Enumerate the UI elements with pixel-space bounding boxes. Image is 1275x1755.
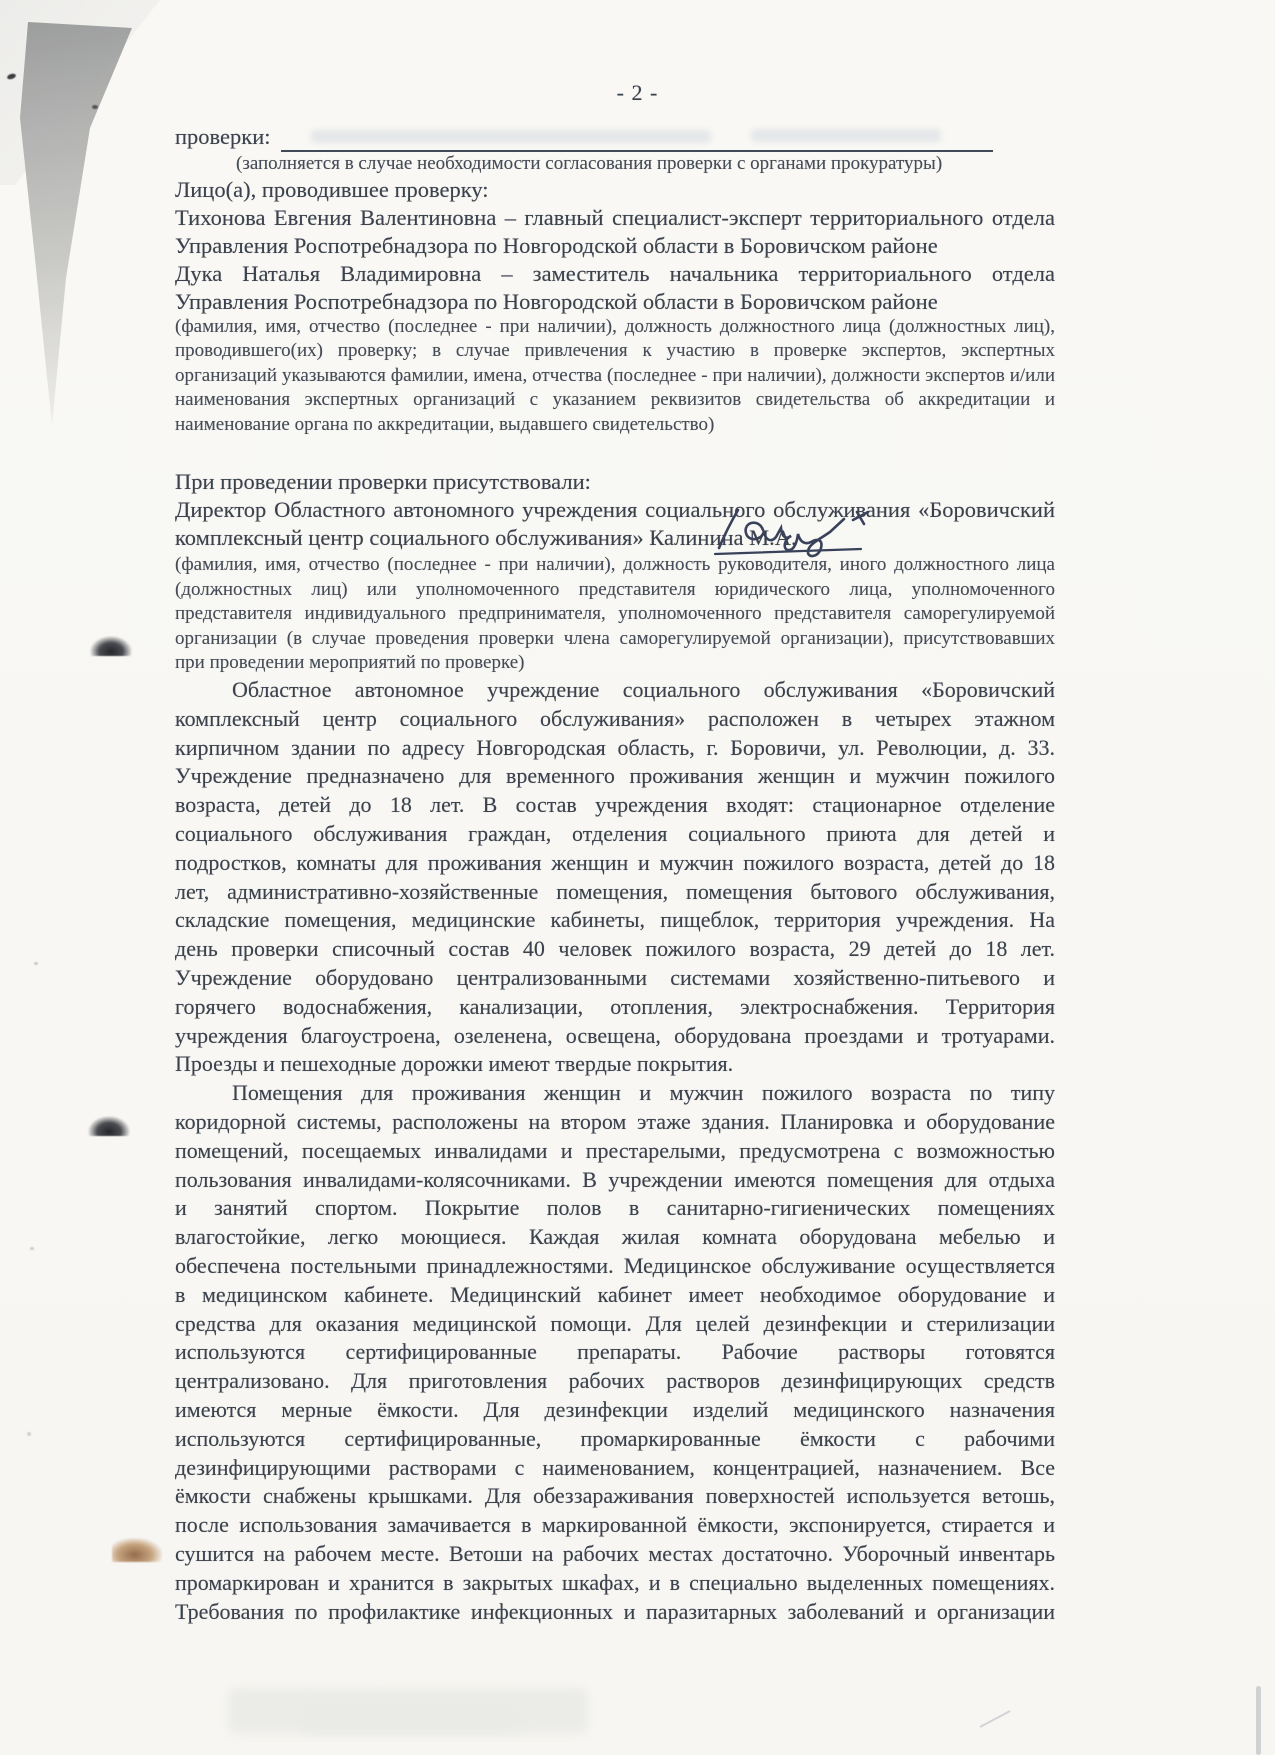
scan-corner-fold-shadow xyxy=(14,8,144,438)
bleed-through-ghost-text xyxy=(311,130,711,143)
body-line: влагостойкие, легко моющиеся. Каждая жилая комната оборудована мебелью и xyxy=(175,1224,1055,1250)
body-line: возраста, детей до 18 лет. В состав учреждения входят: стационарное отделение xyxy=(175,792,1055,818)
body-line: используются сертифицированные препараты. Рабочие растворы готовятся xyxy=(175,1339,1055,1365)
attendees-heading: При проведении проверки присутствовали: xyxy=(175,469,591,494)
footnote-line: проводившего(их) проверку; в случае привлечения к участию в проверке экспертов, экспертных xyxy=(175,340,1055,362)
scan-page-edge-shadow xyxy=(1256,1686,1261,1755)
scan-scratch xyxy=(980,1710,1011,1728)
body-text xyxy=(175,676,1055,1626)
footnote-line: наименования экспертных организаций с указанием реквизитов свидетельства об аккредитации и xyxy=(175,389,1055,411)
body-line: в медицинском кабинете. Медицинский кабинет имеет необходимое оборудование и xyxy=(175,1281,1055,1307)
inspectors-lines xyxy=(175,204,1055,316)
body-line: учреждения благоустроена, озеленена, освещена, оборудована проездами и тротуарами. xyxy=(175,1022,1055,1048)
body-line: сушится на рабочем месте. Ветоши на рабочих местах достаточно. Уборочный инвентарь xyxy=(175,1540,1055,1566)
approval-field-blank-line xyxy=(281,124,994,152)
body-line: дезинфицирующими растворами с наименованием, концентрацией, назначением. Все xyxy=(175,1454,1055,1480)
scan-smudge xyxy=(90,636,132,656)
inspector-line: Управления Роспотребнадзора по Новгородской области в Боровичском районе xyxy=(175,289,938,314)
body-line: подростков, комнаты для проживания женщин и мужчин пожилого возраста, детей до 18 xyxy=(175,849,1055,875)
footnote-line: (фамилия, имя, отчество (последнее - при наличии), должность руководителя, иного должностного лица xyxy=(175,554,1055,575)
body-line: Учреждение оборудовано централизованными системами хозяйственно-питьевого и xyxy=(175,964,1055,990)
body-line: ёмкости снабжены крышками. Для обеззараживания поверхностей используется ветошь, xyxy=(175,1483,1055,1509)
body-line: горячего водоснабжения, канализации, отопления, электроснабжения. Территория xyxy=(175,993,1055,1019)
body-line: промаркирован и хранится в закрытых шкафах, и в специально выделенных помещениях. xyxy=(175,1569,1055,1595)
body-line: после использования замачивается в маркированной ёмкости, экспонируется, стирается и xyxy=(175,1512,1055,1538)
body-line: помещений, посещаемых инвалидами и престарелыми, предусмотрена с возможностью xyxy=(175,1137,1055,1163)
body-line: день проверки списочный состав 40 человек пожилого возраста, 29 детей до 18 лет. xyxy=(175,936,1055,962)
footnote-line: представителя индивидуального предпринимателя, уполномоченного представителя саморегулируемой xyxy=(175,603,1055,625)
attendees-footnote xyxy=(175,553,1055,676)
footnote-line: наименование органа по аккредитации, выдавшего свидетельство) xyxy=(175,413,715,435)
bleed-through-ghost-text xyxy=(300,1700,520,1734)
body-line: средства для оказания медицинской помощи. Для целей дезинфекции и стерилизации xyxy=(175,1310,1055,1336)
footnote-line: (фамилия, имя, отчество (последнее - при наличии), должность должностного лица (должностных лиц), xyxy=(175,316,1055,337)
attendees-lines xyxy=(175,496,1055,552)
body-line: имеются мерные ёмкости. Для дезинфекции изделий медицинского назначения xyxy=(175,1396,1055,1422)
body-line: обеспечена постельными принадлежностями. Медицинское обслуживание осуществляется xyxy=(175,1252,1055,1278)
attendee-line xyxy=(175,524,1055,552)
body-line: Проезды и пешеходные дорожки имеют твердые покрытия. xyxy=(175,1051,734,1077)
footnote-line: при проведении мероприятий по проверке) xyxy=(175,652,525,674)
page-number: - 2 - xyxy=(616,80,659,105)
body-line: используются сертифицированные, промаркированные ёмкости с рабочими xyxy=(175,1425,1055,1451)
footnote-line: (должностных лиц) или уполномоченного представителя юридического лица, уполномоченного xyxy=(175,578,1055,600)
body-line: социального обслуживания граждан, отделения социального приюта для детей и xyxy=(175,820,1055,846)
body-line: Требования по профилактике инфекционных и паразитарных заболеваний и организации xyxy=(175,1598,1055,1624)
body-line: лет, административно-хозяйственные помещения, помещения бытового обслуживания, xyxy=(175,878,1055,904)
body-line: комплексный центр социального обслуживания» расположен в четырех этажном xyxy=(175,705,1055,731)
footnote-line: организаций указываются фамилии, имена, отчества (последнее - при наличии), должности экспертов и/или xyxy=(175,364,1055,386)
approval-field-caption: (заполняется в случае необходимости согласования проверки с органами прокуратуры) xyxy=(236,153,943,174)
scan-speck xyxy=(34,962,38,965)
body-line: Учреждение предназначено для временного проживания женщин и мужчин пожилого xyxy=(175,763,1055,789)
attendee-name-text: комплексный центр социального обслуживания» Калинина М.А. xyxy=(175,525,797,550)
attendee-line: Директор Областного автономного учреждения социального обслуживания «Боровичский xyxy=(175,497,1055,522)
scan-speck xyxy=(30,1247,34,1250)
scan-speck xyxy=(27,1432,31,1436)
footnote-line: организации (в случае проведения проверки члена саморегулируемой организации), присутствовавших xyxy=(175,627,1055,649)
scan-smudge xyxy=(88,1116,130,1136)
approval-field-label: проверки: xyxy=(175,124,271,149)
approval-field-row xyxy=(175,120,1055,152)
bleed-through-ghost-text xyxy=(751,129,941,142)
body-line: и занятий спортом. Покрытие полов в санитарно-гигиенических помещениях xyxy=(175,1195,1055,1221)
inspectors-footnote xyxy=(175,315,1055,437)
inspector-line: Тихонова Евгения Валентиновна – главный специалист-эксперт территориального отдела xyxy=(175,205,1055,230)
body-line: кирпичном здании по адресу Новгородская область, г. Боровичи, ул. Революции, д. 33. xyxy=(175,734,1055,760)
inspector-line: Управления Роспотребнадзора по Новгородской области в Боровичском районе xyxy=(175,233,938,258)
body-line: Областное автономное учреждение социального обслуживания «Боровичский xyxy=(232,677,1055,702)
inspectors-heading: Лицо(а), проводившее проверку: xyxy=(175,177,489,202)
scan-smudge xyxy=(112,1538,162,1562)
body-line: пользования инвалидами-колясочниками. В учреждении имеются помещения для отдыха xyxy=(175,1166,1055,1192)
body-line: Помещения для проживания женщин и мужчин пожилого возраста по типу xyxy=(232,1080,1055,1106)
body-line: коридорной системы, расположены на втором этаже здания. Планировка и оборудование xyxy=(175,1108,1055,1134)
handwritten-signature xyxy=(711,504,896,560)
body-line: складские помещения, медицинские кабинеты, пищеблок, территория учреждения. На xyxy=(175,907,1055,933)
inspector-line: Дука Наталья Владимировна – заместитель начальника территориального отдела xyxy=(175,261,1055,286)
body-line: централизовано. Для приготовления рабочих растворов дезинфицирующих средств xyxy=(175,1368,1055,1394)
